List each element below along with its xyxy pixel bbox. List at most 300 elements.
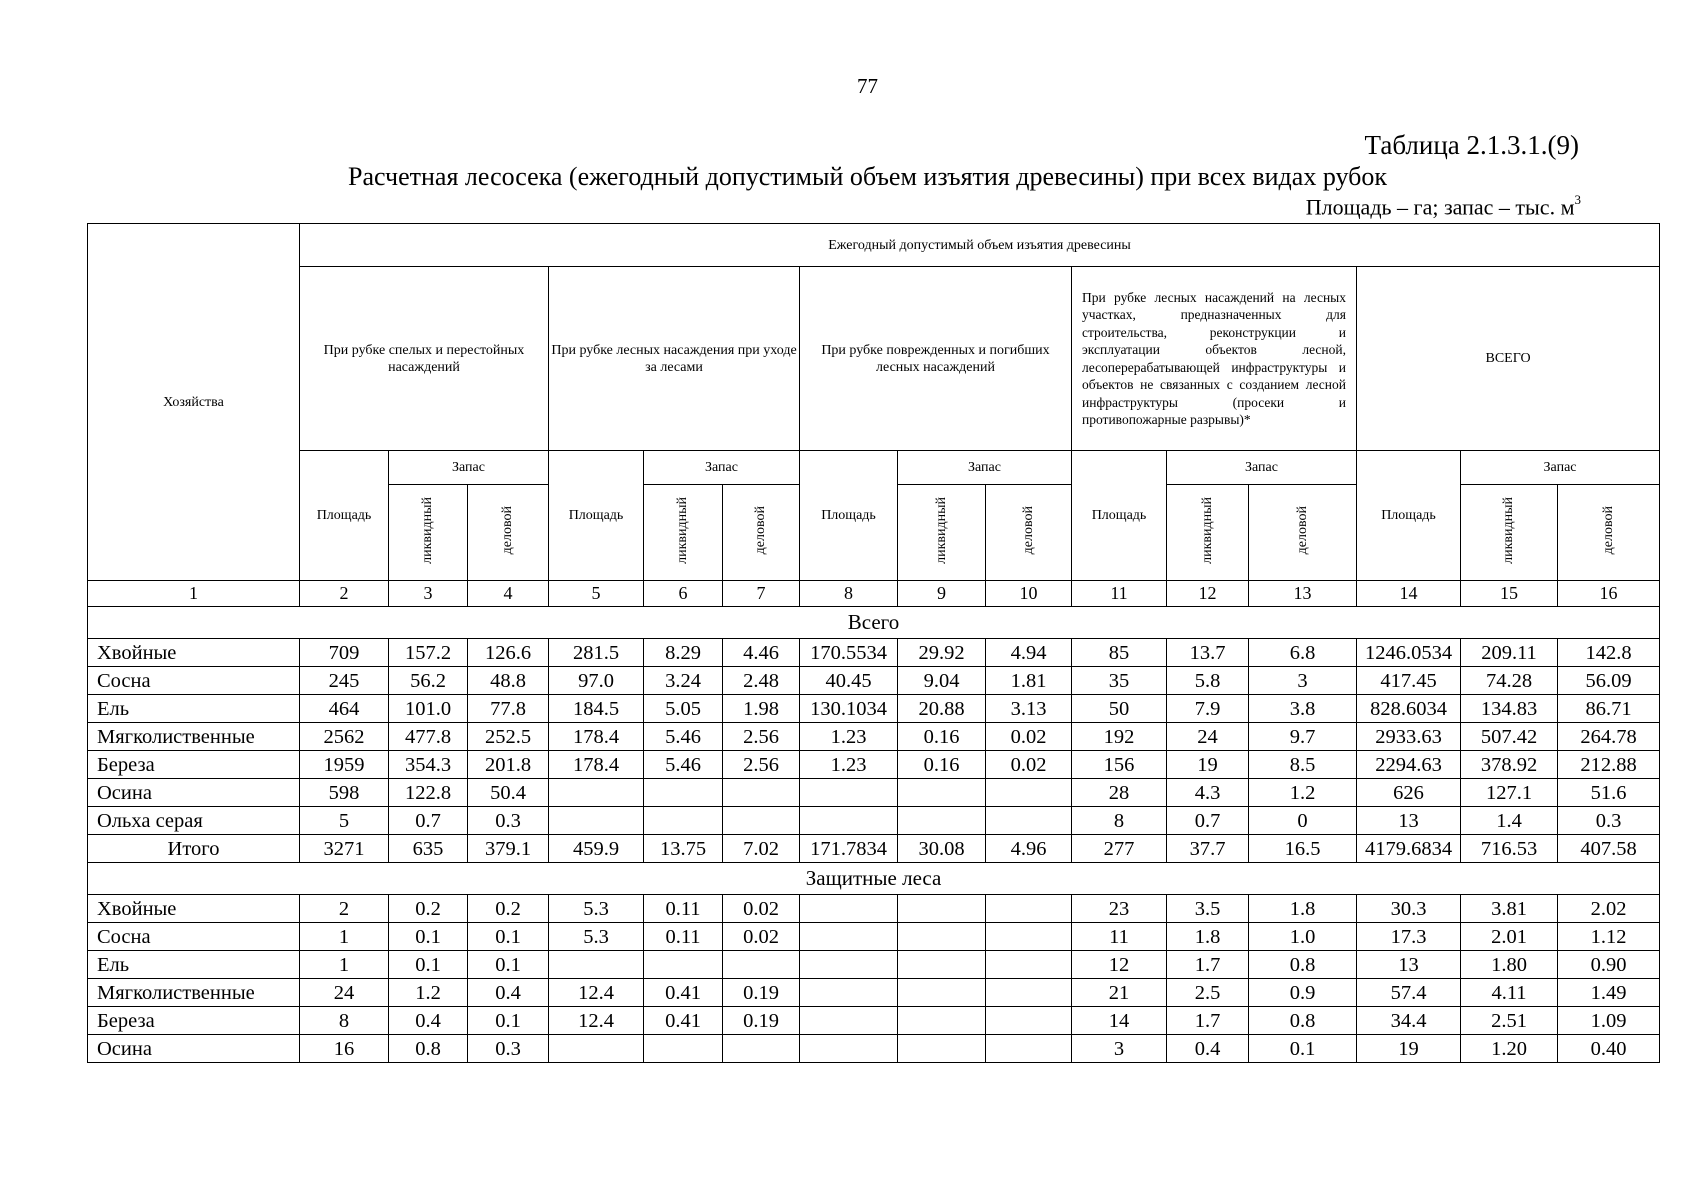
table-cell: 709 bbox=[300, 639, 389, 667]
header-stock: Запас bbox=[644, 451, 800, 485]
header-farms: Хозяйства bbox=[88, 224, 300, 581]
table-cell: 379.1 bbox=[468, 835, 549, 863]
table-cell: 171.7834 bbox=[800, 835, 898, 863]
header-stock: Запас bbox=[1461, 451, 1660, 485]
table-cell: 0.1 bbox=[468, 951, 549, 979]
header-area: Площадь bbox=[549, 451, 644, 581]
table-cell: 51.6 bbox=[1558, 779, 1660, 807]
table-cell: 35 bbox=[1072, 667, 1167, 695]
table-cell: 3.13 bbox=[986, 695, 1072, 723]
table-cell: 7.02 bbox=[723, 835, 800, 863]
table-row bbox=[88, 895, 1660, 923]
table-cell bbox=[644, 1035, 723, 1063]
column-number: 2 bbox=[300, 581, 389, 607]
table-cell: 2.48 bbox=[723, 667, 800, 695]
table-id: Таблица 2.1.3.1.(9) bbox=[1364, 130, 1579, 160]
table-cell: 1.20 bbox=[1461, 1035, 1558, 1063]
table-cell: 716.53 bbox=[1461, 835, 1558, 863]
table-cell: 4.11 bbox=[1461, 979, 1558, 1007]
table-cell: 2.51 bbox=[1461, 1007, 1558, 1035]
table-cell bbox=[723, 1035, 800, 1063]
table-cell bbox=[986, 979, 1072, 1007]
table-cell bbox=[986, 779, 1072, 807]
table-cell: 56.2 bbox=[389, 667, 468, 695]
row-label: Осина bbox=[88, 779, 300, 807]
table-row bbox=[88, 923, 1660, 951]
section-title: Всего bbox=[88, 607, 1660, 639]
table-cell: 252.5 bbox=[468, 723, 549, 751]
table-cell: 142.8 bbox=[1558, 639, 1660, 667]
table-cell: 5 bbox=[300, 807, 389, 835]
table-row bbox=[88, 779, 1660, 807]
table-cell bbox=[644, 951, 723, 979]
table-cell: 4.3 bbox=[1167, 779, 1249, 807]
table-cell: 2294.63 bbox=[1357, 751, 1461, 779]
table-cell: 157.2 bbox=[389, 639, 468, 667]
table-cell: 598 bbox=[300, 779, 389, 807]
table-cell: 1.7 bbox=[1167, 951, 1249, 979]
table-cell: 5.46 bbox=[644, 723, 723, 751]
table-row bbox=[88, 695, 1660, 723]
table-cell bbox=[549, 1035, 644, 1063]
table-cell: 0.11 bbox=[644, 895, 723, 923]
table-cell: 9.04 bbox=[898, 667, 986, 695]
table-cell: 23 bbox=[1072, 895, 1167, 923]
table-cell bbox=[800, 951, 898, 979]
section-row bbox=[88, 607, 1660, 639]
table-cell bbox=[898, 1007, 986, 1035]
table-cell: 2.5 bbox=[1167, 979, 1249, 1007]
table-row bbox=[88, 1007, 1660, 1035]
table-cell bbox=[898, 895, 986, 923]
table-cell: 477.8 bbox=[389, 723, 468, 751]
table-cell bbox=[800, 779, 898, 807]
table-row bbox=[88, 639, 1660, 667]
header-business bbox=[1558, 485, 1660, 581]
table-cell: 0.16 bbox=[898, 751, 986, 779]
table-cell: 13.7 bbox=[1167, 639, 1249, 667]
column-number: 5 bbox=[549, 581, 644, 607]
header-area: Площадь bbox=[1072, 451, 1167, 581]
units-text: Площадь – га; запас – тыс. м bbox=[1305, 194, 1575, 220]
table-cell: 0.1 bbox=[468, 923, 549, 951]
table-cell: 86.71 bbox=[1558, 695, 1660, 723]
table-cell: 0.3 bbox=[1558, 807, 1660, 835]
table-cell: 245 bbox=[300, 667, 389, 695]
row-label: Итого bbox=[88, 835, 300, 863]
table-cell: 0.02 bbox=[986, 723, 1072, 751]
table-cell: 0.8 bbox=[1249, 1007, 1357, 1035]
table-cell: 30.3 bbox=[1357, 895, 1461, 923]
table-cell: 12 bbox=[1072, 951, 1167, 979]
table-cell: 1.23 bbox=[800, 751, 898, 779]
units-superscript: 3 bbox=[1574, 192, 1581, 207]
header-liquid bbox=[1167, 485, 1249, 581]
table-cell bbox=[898, 979, 986, 1007]
table-cell: 0.2 bbox=[389, 895, 468, 923]
table-cell: 1959 bbox=[300, 751, 389, 779]
table-cell: 0.1 bbox=[1249, 1035, 1357, 1063]
table-cell: 6.8 bbox=[1249, 639, 1357, 667]
table-cell bbox=[986, 923, 1072, 951]
header-liquid-text: ликвидный bbox=[675, 496, 690, 564]
header-business bbox=[468, 485, 549, 581]
table-cell: 209.11 bbox=[1461, 639, 1558, 667]
table-cell: 1.2 bbox=[389, 979, 468, 1007]
table-cell bbox=[800, 1007, 898, 1035]
header-row-annual bbox=[88, 224, 1660, 267]
table-cell: 0.7 bbox=[389, 807, 468, 835]
table-cell: 50 bbox=[1072, 695, 1167, 723]
header-liquid-text: ликвидный bbox=[420, 496, 435, 564]
table-cell: 0.41 bbox=[644, 1007, 723, 1035]
table-cell bbox=[986, 895, 1072, 923]
table-cell bbox=[986, 951, 1072, 979]
column-number: 4 bbox=[468, 581, 549, 607]
table-cell: 2.56 bbox=[723, 751, 800, 779]
table-cell: 459.9 bbox=[549, 835, 644, 863]
table-cell: 12.4 bbox=[549, 979, 644, 1007]
table-cell: 0.16 bbox=[898, 723, 986, 751]
row-label: Ель bbox=[88, 695, 300, 723]
table-cell: 212.88 bbox=[1558, 751, 1660, 779]
table-cell: 13.75 bbox=[644, 835, 723, 863]
table-cell: 16.5 bbox=[1249, 835, 1357, 863]
table-cell: 0.3 bbox=[468, 807, 549, 835]
felling-table bbox=[87, 223, 1660, 1063]
table-cell: 29.92 bbox=[898, 639, 986, 667]
column-number: 10 bbox=[986, 581, 1072, 607]
table-cell bbox=[644, 807, 723, 835]
table-cell bbox=[800, 1035, 898, 1063]
table-cell: 50.4 bbox=[468, 779, 549, 807]
column-number: 11 bbox=[1072, 581, 1167, 607]
table-row bbox=[88, 835, 1660, 863]
header-liquid-text: ликвидный bbox=[1501, 496, 1516, 564]
header-business-text: деловой bbox=[1294, 505, 1310, 555]
table-cell: 0.8 bbox=[389, 1035, 468, 1063]
table-cell: 1.98 bbox=[723, 695, 800, 723]
header-stock: Запас bbox=[898, 451, 1072, 485]
table-cell: 1.49 bbox=[1558, 979, 1660, 1007]
table-cell: 1.7 bbox=[1167, 1007, 1249, 1035]
table-cell: 0.2 bbox=[468, 895, 549, 923]
column-number: 14 bbox=[1357, 581, 1461, 607]
table-cell bbox=[800, 895, 898, 923]
table-cell: 3.8 bbox=[1249, 695, 1357, 723]
row-label: Хвойные bbox=[88, 639, 300, 667]
table-cell: 14 bbox=[1072, 1007, 1167, 1035]
row-label: Ель bbox=[88, 951, 300, 979]
table-cell: 3 bbox=[1072, 1035, 1167, 1063]
table-cell: 281.5 bbox=[549, 639, 644, 667]
table-cell: 2.01 bbox=[1461, 923, 1558, 951]
column-numbers-row bbox=[88, 581, 1660, 607]
table-cell: 17.3 bbox=[1357, 923, 1461, 951]
row-label: Мягколиственные bbox=[88, 723, 300, 751]
table-row bbox=[88, 667, 1660, 695]
table-cell: 21 bbox=[1072, 979, 1167, 1007]
header-group-care: При рубке лесных насаждения при уходе за лесами bbox=[549, 267, 800, 451]
table-cell: 1.8 bbox=[1167, 923, 1249, 951]
table-cell: 77.8 bbox=[468, 695, 549, 723]
table-cell: 30.08 bbox=[898, 835, 986, 863]
header-liquid bbox=[389, 485, 468, 581]
section-row bbox=[88, 863, 1660, 895]
header-liquid-text: ликвидный bbox=[1199, 496, 1215, 564]
document-title: Расчетная лесосека (ежегодный допустимый объем изъятия древесины) при всех видах рубок bbox=[348, 162, 1387, 191]
table-cell: 8 bbox=[300, 1007, 389, 1035]
table-row bbox=[88, 1035, 1660, 1063]
table-cell: 19 bbox=[1167, 751, 1249, 779]
table-cell: 3.5 bbox=[1167, 895, 1249, 923]
table-row bbox=[88, 723, 1660, 751]
table-cell bbox=[723, 807, 800, 835]
table-cell bbox=[800, 807, 898, 835]
table-cell: 19 bbox=[1357, 1035, 1461, 1063]
column-number: 12 bbox=[1167, 581, 1249, 607]
header-liquid bbox=[644, 485, 723, 581]
table-cell: 2.56 bbox=[723, 723, 800, 751]
header-stock: Запас bbox=[389, 451, 549, 485]
row-label: Сосна bbox=[88, 667, 300, 695]
table-cell: 407.58 bbox=[1558, 835, 1660, 863]
table-cell: 126.6 bbox=[468, 639, 549, 667]
table-row bbox=[88, 807, 1660, 835]
table-cell: 5.8 bbox=[1167, 667, 1249, 695]
table-cell: 2933.63 bbox=[1357, 723, 1461, 751]
table-cell: 8.5 bbox=[1249, 751, 1357, 779]
header-liquid bbox=[1461, 485, 1558, 581]
table-cell: 0.1 bbox=[389, 923, 468, 951]
table-cell: 1.23 bbox=[800, 723, 898, 751]
header-group-construction: При рубке лесных насаждений на лесных участках, предназначенных для строительства, реконструкции и эксплуатации объектов лесной, лесоперерабатывающей инфраструктуры и объектов не связанных с созданием лесной инфраструктуры (просеки и противопожарные разрывы)* bbox=[1072, 267, 1357, 451]
table-cell: 0.9 bbox=[1249, 979, 1357, 1007]
table-cell: 5.3 bbox=[549, 895, 644, 923]
header-annual: Ежегодный допустимый объем изъятия древесины bbox=[300, 224, 1660, 267]
header-business-text: деловой bbox=[500, 505, 515, 555]
table-cell bbox=[898, 951, 986, 979]
table-cell: 74.28 bbox=[1461, 667, 1558, 695]
table-cell: 0.7 bbox=[1167, 807, 1249, 835]
header-area: Площадь bbox=[800, 451, 898, 581]
table-cell bbox=[800, 979, 898, 1007]
column-number: 16 bbox=[1558, 581, 1660, 607]
header-stock: Запас bbox=[1167, 451, 1357, 485]
header-row-groups bbox=[88, 267, 1660, 451]
table-cell: 170.5534 bbox=[800, 639, 898, 667]
header-row-stock bbox=[88, 451, 1660, 485]
table-cell bbox=[549, 807, 644, 835]
table-cell: 130.1034 bbox=[800, 695, 898, 723]
table-cell: 464 bbox=[300, 695, 389, 723]
table-cell: 0.11 bbox=[644, 923, 723, 951]
header-group-damaged: При рубке поврежденных и погибших лесных насаждений bbox=[800, 267, 1072, 451]
table-cell: 1.2 bbox=[1249, 779, 1357, 807]
table-cell: 4179.6834 bbox=[1357, 835, 1461, 863]
column-number: 8 bbox=[800, 581, 898, 607]
table-cell: 13 bbox=[1357, 807, 1461, 835]
table-cell: 7.9 bbox=[1167, 695, 1249, 723]
table-cell: 3271 bbox=[300, 835, 389, 863]
table-cell: 5.05 bbox=[644, 695, 723, 723]
table-cell: 4.96 bbox=[986, 835, 1072, 863]
table-cell: 2 bbox=[300, 895, 389, 923]
table-cell: 201.8 bbox=[468, 751, 549, 779]
column-number: 1 bbox=[88, 581, 300, 607]
table-cell: 828.6034 bbox=[1357, 695, 1461, 723]
page-number: 77 bbox=[857, 74, 878, 98]
table-cell bbox=[898, 779, 986, 807]
table-cell bbox=[898, 923, 986, 951]
table-row bbox=[88, 751, 1660, 779]
table-cell: 626 bbox=[1357, 779, 1461, 807]
table-row bbox=[88, 979, 1660, 1007]
table-cell: 178.4 bbox=[549, 751, 644, 779]
row-label: Мягколиственные bbox=[88, 979, 300, 1007]
section-title: Защитные леса bbox=[88, 863, 1660, 895]
table-cell: 0.4 bbox=[468, 979, 549, 1007]
table-cell: 56.09 bbox=[1558, 667, 1660, 695]
table-cell: 48.8 bbox=[468, 667, 549, 695]
table-cell: 85 bbox=[1072, 639, 1167, 667]
table-cell bbox=[898, 807, 986, 835]
header-area: Площадь bbox=[300, 451, 389, 581]
table-cell: 0.02 bbox=[723, 923, 800, 951]
column-number: 7 bbox=[723, 581, 800, 607]
table-cell: 1.12 bbox=[1558, 923, 1660, 951]
header-liquid bbox=[898, 485, 986, 581]
table-cell bbox=[986, 807, 1072, 835]
table-cell: 57.4 bbox=[1357, 979, 1461, 1007]
row-label: Ольха серая bbox=[88, 807, 300, 835]
table-cell: 0.1 bbox=[468, 1007, 549, 1035]
table-cell: 34.4 bbox=[1357, 1007, 1461, 1035]
table-cell: 4.94 bbox=[986, 639, 1072, 667]
table-cell bbox=[549, 779, 644, 807]
table-cell: 0.19 bbox=[723, 1007, 800, 1035]
table-cell bbox=[723, 779, 800, 807]
table-row bbox=[88, 951, 1660, 979]
row-label: Хвойные bbox=[88, 895, 300, 923]
table-cell bbox=[800, 923, 898, 951]
table-cell: 24 bbox=[300, 979, 389, 1007]
table-cell: 24 bbox=[1167, 723, 1249, 751]
table-cell bbox=[986, 1007, 1072, 1035]
table-cell: 1.8 bbox=[1249, 895, 1357, 923]
row-label: Береза bbox=[88, 1007, 300, 1035]
table-cell: 37.7 bbox=[1167, 835, 1249, 863]
table-cell: 0.3 bbox=[468, 1035, 549, 1063]
row-label: Береза bbox=[88, 751, 300, 779]
table-cell: 0.4 bbox=[389, 1007, 468, 1035]
table-cell: 0.8 bbox=[1249, 951, 1357, 979]
table-cell: 1.81 bbox=[986, 667, 1072, 695]
table-cell: 9.7 bbox=[1249, 723, 1357, 751]
column-number: 15 bbox=[1461, 581, 1558, 607]
table-cell: 8 bbox=[1072, 807, 1167, 835]
table-cell: 4.46 bbox=[723, 639, 800, 667]
table-cell: 5.46 bbox=[644, 751, 723, 779]
header-business-text: деловой bbox=[1600, 505, 1616, 555]
row-label: Осина bbox=[88, 1035, 300, 1063]
table-cell: 3.81 bbox=[1461, 895, 1558, 923]
table-cell: 3.24 bbox=[644, 667, 723, 695]
table-cell: 178.4 bbox=[549, 723, 644, 751]
units-note bbox=[1306, 194, 1581, 220]
table-cell: 8.29 bbox=[644, 639, 723, 667]
table-cell: 13 bbox=[1357, 951, 1461, 979]
header-group-mature: При рубке спелых и перестойных насаждений bbox=[300, 267, 549, 451]
table-cell: 122.8 bbox=[389, 779, 468, 807]
header-business bbox=[986, 485, 1072, 581]
table-cell: 40.45 bbox=[800, 667, 898, 695]
table-cell: 184.5 bbox=[549, 695, 644, 723]
table-cell bbox=[986, 1035, 1072, 1063]
table-cell: 2.02 bbox=[1558, 895, 1660, 923]
header-business bbox=[723, 485, 800, 581]
header-business-text: деловой bbox=[753, 505, 768, 555]
table-cell: 507.42 bbox=[1461, 723, 1558, 751]
table-cell: 1246.0534 bbox=[1357, 639, 1461, 667]
table-cell: 134.83 bbox=[1461, 695, 1558, 723]
header-liquid-text: ликвидный bbox=[933, 496, 949, 564]
table-cell: 2562 bbox=[300, 723, 389, 751]
table-cell: 1.0 bbox=[1249, 923, 1357, 951]
table-cell: 12.4 bbox=[549, 1007, 644, 1035]
column-number: 13 bbox=[1249, 581, 1357, 607]
table-cell: 1.80 bbox=[1461, 951, 1558, 979]
table-cell: 277 bbox=[1072, 835, 1167, 863]
table-cell: 1.09 bbox=[1558, 1007, 1660, 1035]
header-business bbox=[1249, 485, 1357, 581]
table-cell: 192 bbox=[1072, 723, 1167, 751]
table-cell: 0.4 bbox=[1167, 1035, 1249, 1063]
table-cell: 0 bbox=[1249, 807, 1357, 835]
table-cell: 1 bbox=[300, 951, 389, 979]
table-cell: 3 bbox=[1249, 667, 1357, 695]
table-cell: 635 bbox=[389, 835, 468, 863]
table-cell bbox=[549, 951, 644, 979]
table-cell: 0.41 bbox=[644, 979, 723, 1007]
table-cell: 0.90 bbox=[1558, 951, 1660, 979]
table-cell: 1.4 bbox=[1461, 807, 1558, 835]
table-cell: 0.02 bbox=[723, 895, 800, 923]
table-cell bbox=[898, 1035, 986, 1063]
table-cell: 11 bbox=[1072, 923, 1167, 951]
table-cell bbox=[723, 951, 800, 979]
table-cell: 0.02 bbox=[986, 751, 1072, 779]
table-cell: 28 bbox=[1072, 779, 1167, 807]
table-body bbox=[88, 607, 1660, 1063]
header-business-text: деловой bbox=[1020, 505, 1036, 555]
table-cell: 264.78 bbox=[1558, 723, 1660, 751]
table-cell: 378.92 bbox=[1461, 751, 1558, 779]
column-number: 9 bbox=[898, 581, 986, 607]
table-cell: 0.1 bbox=[389, 951, 468, 979]
table-cell: 0.40 bbox=[1558, 1035, 1660, 1063]
table-cell: 101.0 bbox=[389, 695, 468, 723]
column-number: 6 bbox=[644, 581, 723, 607]
table-cell: 156 bbox=[1072, 751, 1167, 779]
column-number: 3 bbox=[389, 581, 468, 607]
table-cell: 127.1 bbox=[1461, 779, 1558, 807]
table-cell: 5.3 bbox=[549, 923, 644, 951]
header-area: Площадь bbox=[1357, 451, 1461, 581]
table-cell: 1 bbox=[300, 923, 389, 951]
table-cell bbox=[644, 779, 723, 807]
table-cell: 16 bbox=[300, 1035, 389, 1063]
